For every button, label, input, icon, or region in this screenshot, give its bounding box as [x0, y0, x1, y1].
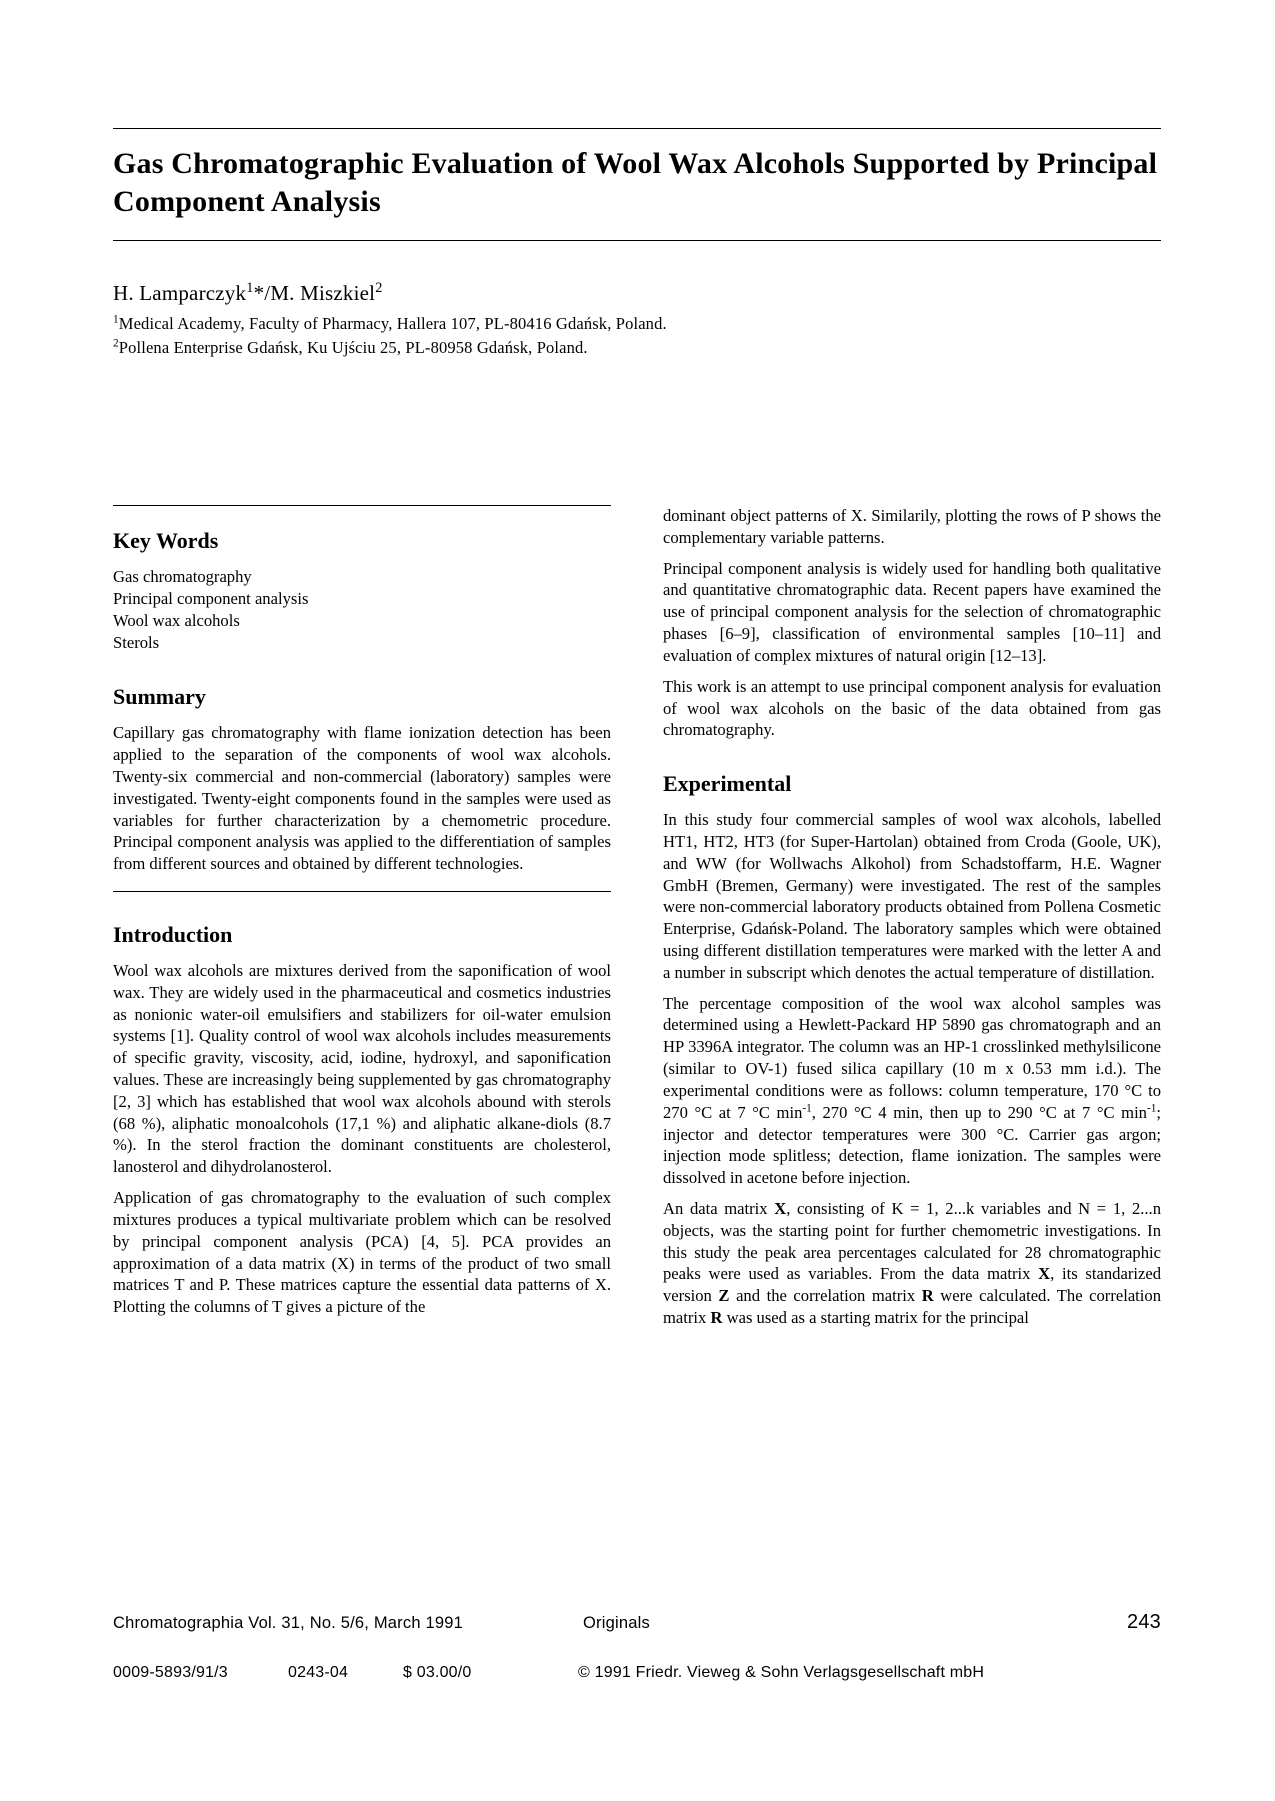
exp3-seg6: was used as a starting matrix for the principal — [722, 1308, 1029, 1327]
affiliation-2 — [113, 336, 1161, 360]
matrix-x-symbol: X — [1038, 1264, 1051, 1284]
experimental-heading: Experimental — [663, 771, 792, 797]
author-2-name: M. Miszkiel — [270, 280, 376, 305]
copyright-notice: © 1991 Friedr. Vieweg & Sohn Verlagsgesellschaft mbH — [578, 1664, 985, 1681]
section-label: Originals — [583, 1614, 650, 1632]
keyword-item: Principal component analysis — [113, 589, 309, 609]
page-footer — [113, 1611, 1161, 1682]
keyword-item: Sterols — [113, 633, 160, 653]
price-code: $ 03.00/0 — [403, 1664, 472, 1681]
affiliation-2-marker: 2 — [113, 337, 119, 350]
author-1-name: H. Lamparczyk — [113, 280, 247, 305]
exp3-seg5: were calculated. The correlation matrix — [663, 1286, 1161, 1327]
keyword-item: Gas chromatography — [113, 567, 252, 586]
author-2-affil-marker: 2 — [375, 279, 383, 296]
introduction-paragraph-2: Application of gas chromatography to the evaluation of such complex mixtures produces a typical multivariate problem which can be resolved by principal component analysis (PCA) [4, 5]. PCA provides an approximation of a data matrix (X) in terms of the product of two small matrices T and P. These matrices capture the essential data patterns of X. Plotting the columns of T gives a picture of the — [113, 1188, 611, 1317]
author-line — [113, 281, 1161, 306]
journal-citation: Chromatographia Vol. 31, No. 5/6, March 1991 — [113, 1614, 463, 1632]
affiliation-1 — [113, 312, 1161, 336]
exp2-seg3: ; injector and detector temperatures were 300 °C. Carrier gas argon; injection mode splitless; detection, flame ionization. The samples were dissolved in acetone before injection. — [663, 1102, 1161, 1188]
keywords-heading: Key Words — [113, 528, 219, 553]
affiliation-2-text: Pollena Enterprise Gdańsk, Ku Ujściu 25, PL-80958 Gdańsk, Poland. — [118, 337, 588, 357]
footer-secondary-row — [113, 1664, 1161, 1682]
page-number: 243 — [1127, 1611, 1161, 1633]
exp2-sup1: -1 — [802, 1102, 812, 1115]
intro-continuation-paragraph: dominant object patterns of X. Similarily, plotting the rows of P shows the complementary variable patterns. — [663, 506, 1161, 547]
exp2-seg2: , 270 °C 4 min, then up to 290 °C at 7 °C min — [811, 1102, 1147, 1122]
affiliation-1-text: Medical Academy, Faculty of Pharmacy, Hallera 107, PL-80416 Gdańsk, Poland. — [118, 313, 667, 333]
issn-code: 0009-5893/91/3 — [113, 1664, 228, 1681]
header-bottom-rule — [113, 240, 1161, 241]
footer-primary-row — [113, 1611, 1161, 1634]
author-1-correspondence-marker: */ — [253, 280, 271, 305]
aim-paragraph: This work is an attempt to use principal component analysis for evaluation of wool wax alcohols on the basic of the data obtained from gas chromatography. — [663, 676, 1161, 740]
header-top-rule — [113, 128, 1161, 129]
summary-bottom-rule — [113, 891, 611, 892]
article-body — [113, 505, 1161, 1338]
experimental-paragraph-3 — [663, 1198, 1161, 1329]
exp3-seg1: An data matrix — [663, 1198, 775, 1218]
matrix-r-symbol: R — [921, 1286, 934, 1306]
keywords-list — [113, 566, 611, 654]
author-1-affil-marker: 1 — [246, 279, 254, 296]
keyword-item: Wool wax alcohols — [113, 611, 240, 631]
introduction-heading: Introduction — [113, 921, 233, 947]
experimental-paragraph-2 — [663, 993, 1161, 1189]
article-header — [113, 128, 1161, 360]
matrix-x-symbol: X — [774, 1198, 787, 1218]
exp3-seg2: , consisting of K = 1, 2...k variables and N = 1, 2...n objects, was the starting point for further chemometric investigations. In this study the peak area percentages calculated for 28 chromatographic peaks were used as variables. From the data matrix — [663, 1198, 1161, 1284]
summary-heading: Summary — [113, 684, 206, 710]
introduction-paragraph-1: Wool wax alcohols are mixtures derived from the saponification of wool wax. They are widely used in the pharmaceutical and cosmetics industries as nonionic water-oil emulsifiers and stabilizers for oil-water emulsion systems [1]. Quality control of wool wax alcohols includes measurements of specific gravity, viscosity, acid, iodine, hydroxyl, and saponification values. These are increasingly being supplemented by gas chromatography [2, 3] which has established that wool wax alcohols abound with sterols (68 %), aliphatic monoalcohols (17,1 %) and aliphatic alkane-diols (8.7 %). In the sterol fraction the dominant constituents are cholesterol, lanosterol and dihydrolanosterol. — [113, 960, 611, 1177]
exp3-seg3: , its standarized version — [663, 1264, 1161, 1306]
page-title: Gas Chromatographic Evaluation of Wool Wax Alcohols Supported by Principal Component Analysis — [113, 147, 1158, 219]
summary-paragraph: Capillary gas chromatography with flame ionization detection has been applied to the separation of the components of wool wax alcohols. Twenty-six commercial and non-commercial (laboratory) samples were investigated. Twenty-eight components found in the samples were used as variables for further characterization by a chemometric procedure. Principal component analysis was applied to the differentiation of samples from different sources and obtained by different technologies. — [113, 723, 611, 874]
left-column — [113, 505, 611, 1338]
right-column — [663, 505, 1161, 1338]
exp2-seg1: The percentage composition of the wool wax alcohol samples was determined using a Hewlett-Packard HP 5890 gas chromatograph and an HP 3396A integrator. The column was an HP-1 crosslinked methylsilicone (similar to OV-1) fused silica capillary (10 m x 0.53 mm i.d.). The experimental conditions were as follows: column temperature, 170 °C to 270 °C at 7 °C min — [663, 993, 1161, 1122]
pca-usage-paragraph: Principal component analysis is widely used for handling both qualitative and quantitative chromatographic data. Recent papers have examined the use of principal component analysis for the selection of chromatographic phases [6–9], classification of environmental samples [10–11] and evaluation of complex mixtures of natural origin [12–13]. — [663, 558, 1161, 665]
keywords-top-rule — [113, 505, 611, 506]
exp2-sup2: -1 — [1146, 1102, 1157, 1115]
article-code: 0243-04 — [288, 1664, 349, 1681]
affiliation-1-marker: 1 — [113, 313, 119, 326]
experimental-paragraph-1: In this study four commercial samples of wool wax alcohols, labelled HT1, HT2, HT3 (for Super-Hartolan) obtained from Croda (Goole, UK), and WW (for Wollwachs Alkohol) from Schadstoffarm, H.E. Wagner GmbH (Bremen, Germany) were investigated. The rest of the samples were non-commercial laboratory products obtained from Pollena Cosmetic Enterprise, Gdańsk-Poland. The laboratory samples which were obtained using different distillation temperatures were marked with the letter A and a number in subscript which denotes the actual temperature of distillation. — [663, 810, 1161, 982]
exp3-seg4: and the correlation matrix — [729, 1286, 922, 1306]
matrix-z-symbol: Z — [718, 1286, 730, 1306]
matrix-r-symbol: R — [710, 1308, 723, 1327]
